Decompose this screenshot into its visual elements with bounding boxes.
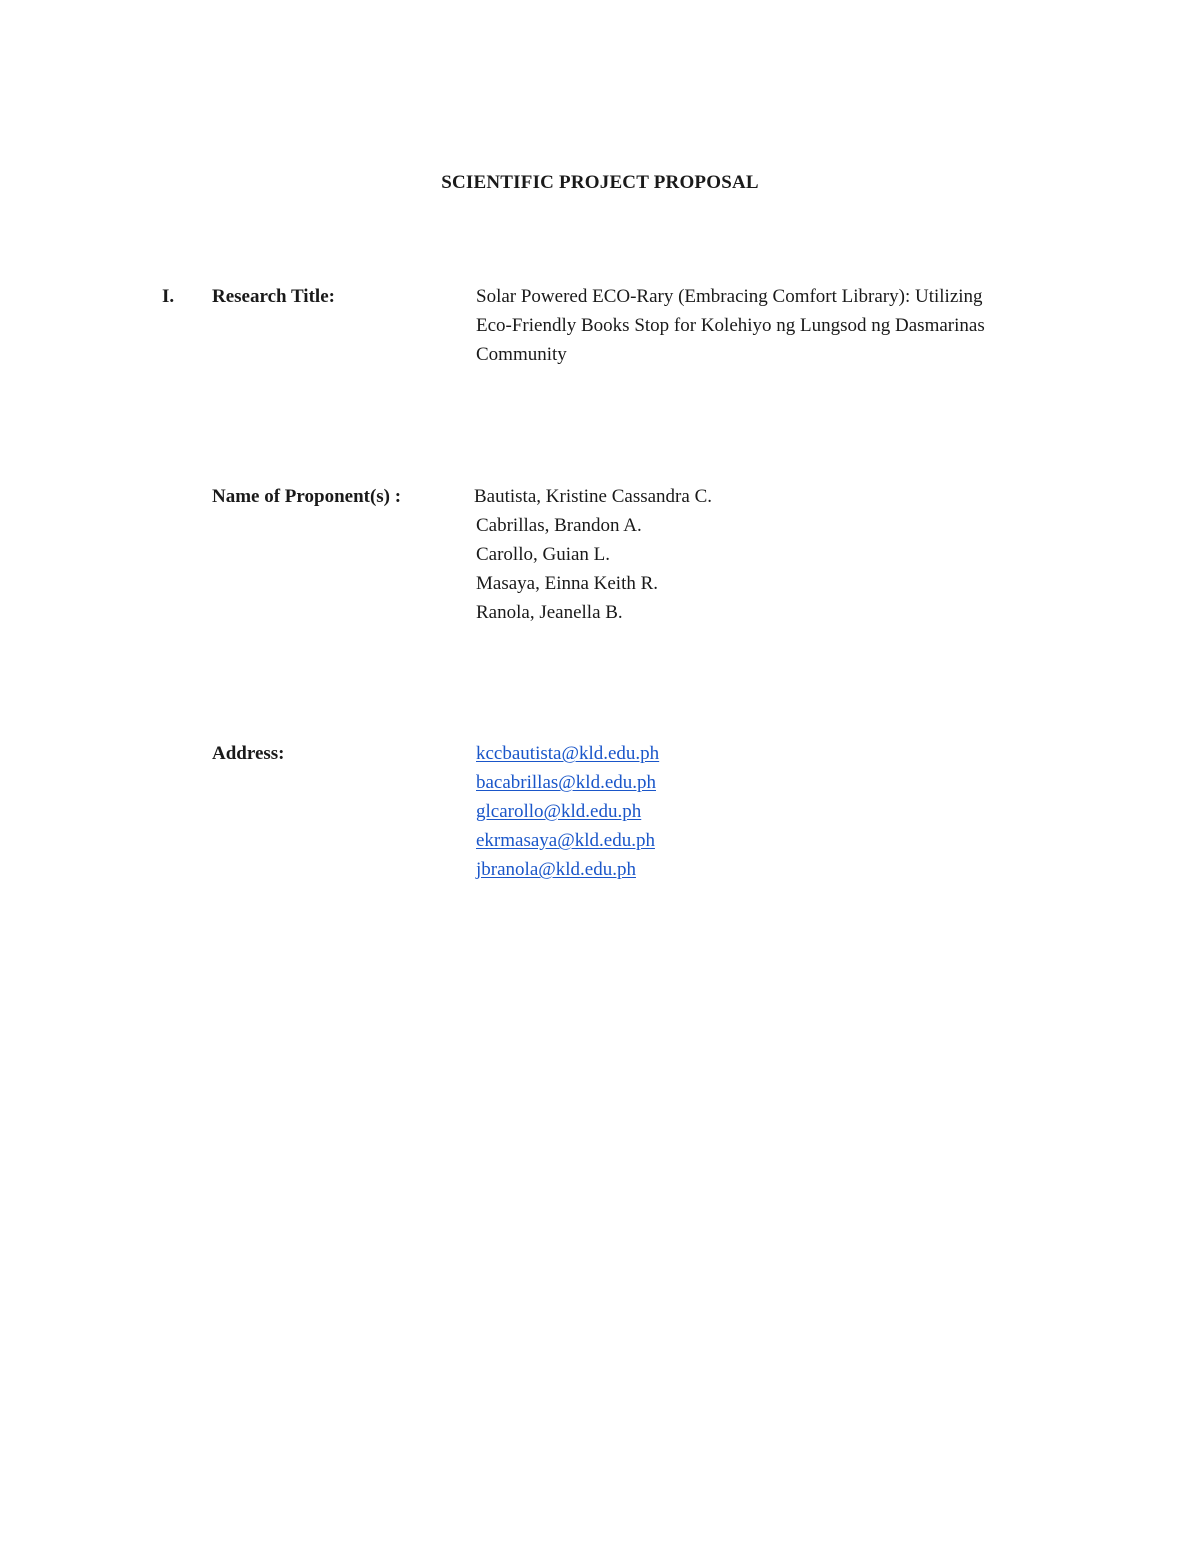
address-email-list <box>476 739 1076 884</box>
proponents-label: Name of Proponent(s) : <box>212 486 402 507</box>
email-link[interactable]: bacabrillas@kld.edu.ph <box>476 772 656 793</box>
proponent-name: Ranola, Jeanella B. <box>476 602 623 623</box>
research-title-label: Research Title: <box>212 286 335 307</box>
research-title-line: Solar Powered ECO-Rary (Embracing Comfort Library): Utilizing <box>476 286 983 307</box>
research-title-line: Community <box>476 344 567 365</box>
proponent-name: Bautista, Kristine Cassandra C. <box>474 486 712 507</box>
email-link[interactable]: glcarollo@kld.edu.ph <box>476 801 642 822</box>
email-link[interactable]: jbranola@kld.edu.ph <box>476 859 636 880</box>
research-title-value <box>476 282 1076 369</box>
research-title-line: Eco-Friendly Books Stop for Kolehiyo ng Lungsod ng Dasmarinas <box>476 315 985 336</box>
proponent-name: Cabrillas, Brandon A. <box>476 515 642 536</box>
email-link[interactable]: kccbautista@kld.edu.ph <box>476 743 660 764</box>
page-title: SCIENTIFIC PROJECT PROPOSAL <box>441 172 759 193</box>
section-number: I. <box>162 286 175 307</box>
address-label: Address: <box>212 743 285 764</box>
proponent-name: Carollo, Guian L. <box>476 544 611 565</box>
email-link[interactable]: ekrmasaya@kld.edu.ph <box>476 830 655 851</box>
proponent-name: Masaya, Einna Keith R. <box>476 573 659 594</box>
proponents-list <box>476 482 1076 627</box>
